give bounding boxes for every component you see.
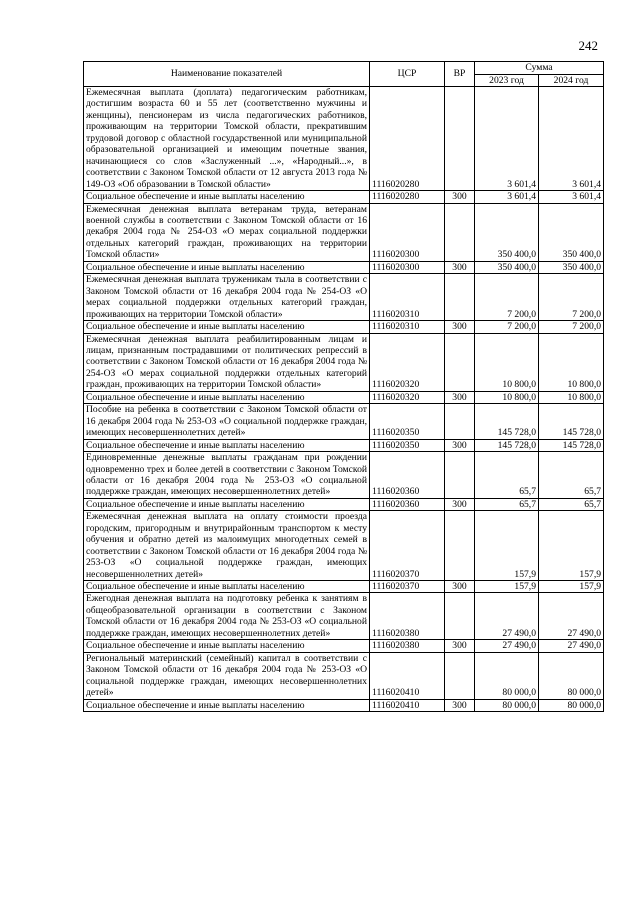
row-sum-2024: 350 400,0 xyxy=(539,203,604,261)
row-sum-2023: 65,7 xyxy=(475,452,539,499)
row-name: Ежемесячная денежная выплата ветеранам труда, ветеранам военной службы в соответствии с Законом Томской области от 16 декабря 2004 года № 254-ОЗ «О мерах социальной поддержки отдельных категорий граждан, проживающих на территории Томской области» xyxy=(84,203,370,261)
row-vr xyxy=(445,452,475,499)
table-row xyxy=(84,593,604,640)
row-name: Региональный материнский (семейный) капитал в соответствии с Законом Томской области от 16 декабря 2004 года № 253-ОЗ «О социальной поддержке граждан, имеющих несовершеннолетних детей» xyxy=(84,652,370,699)
budget-table xyxy=(83,61,604,712)
row-name: Пособие на ребенка в соответствии с Законом Томской области от 16 декабря 2004 года № 253-ОЗ «О социальной поддержке граждан, имеющих несовершеннолетних детей» xyxy=(84,404,370,439)
row-csr: 1116020360 xyxy=(370,498,445,510)
row-sum-2023: 3 601,4 xyxy=(475,87,539,191)
row-vr: 300 xyxy=(445,498,475,510)
row-csr: 1116020350 xyxy=(370,404,445,439)
table-header xyxy=(84,62,604,87)
row-sum-2024: 145 728,0 xyxy=(539,439,604,451)
table-row xyxy=(84,652,604,699)
row-csr: 1116020320 xyxy=(370,391,445,403)
row-vr: 300 xyxy=(445,391,475,403)
row-csr: 1116020380 xyxy=(370,593,445,640)
row-sum-2024: 10 800,0 xyxy=(539,333,604,391)
table-body xyxy=(84,87,604,712)
row-csr: 1116020410 xyxy=(370,699,445,711)
row-vr: 300 xyxy=(445,439,475,451)
row-sum-2023: 65,7 xyxy=(475,498,539,510)
row-vr xyxy=(445,203,475,261)
row-csr: 1116020410 xyxy=(370,652,445,699)
table-row xyxy=(84,511,604,581)
row-sum-2024: 27 490,0 xyxy=(539,593,604,640)
row-name: Социальное обеспечение и иные выплаты населению xyxy=(84,191,370,203)
row-sum-2023: 10 800,0 xyxy=(475,391,539,403)
header-vr: ВР xyxy=(445,62,475,87)
row-vr: 300 xyxy=(445,699,475,711)
row-sum-2024: 7 200,0 xyxy=(539,321,604,333)
row-sum-2024: 145 728,0 xyxy=(539,404,604,439)
row-sum-2024: 10 800,0 xyxy=(539,391,604,403)
header-sum: Сумма xyxy=(475,62,604,75)
row-sum-2023: 145 728,0 xyxy=(475,439,539,451)
row-vr: 300 xyxy=(445,191,475,203)
row-sum-2023: 80 000,0 xyxy=(475,699,539,711)
row-name: Социальное обеспечение и иные выплаты населению xyxy=(84,498,370,510)
row-name: Ежемесячная выплата (доплата) педагогическим работникам, достигшим возраста 60 и 55 лет (соответственно мужчины и женщины), пенсионерам из числа педагогических работников, проживающим на территории Томской области, прекратившим трудовой договор с областной государственной или муниципальной образовательной организацией и имеющим почетные звания, начинающиеся со слов «Заслуженный ...», «Народный...», в соответствии с Законом Томской области от 12 августа 2013 года № 149-ОЗ «Об образовании в Томской области» xyxy=(84,87,370,191)
row-csr: 1116020280 xyxy=(370,191,445,203)
row-sum-2023: 3 601,4 xyxy=(475,191,539,203)
row-csr: 1116020280 xyxy=(370,87,445,191)
row-sum-2023: 350 400,0 xyxy=(475,261,539,273)
row-vr xyxy=(445,511,475,581)
row-sum-2024: 80 000,0 xyxy=(539,699,604,711)
row-vr: 300 xyxy=(445,640,475,652)
row-sum-2023: 10 800,0 xyxy=(475,333,539,391)
row-sum-2024: 350 400,0 xyxy=(539,261,604,273)
row-sum-2024: 3 601,4 xyxy=(539,191,604,203)
table-row xyxy=(84,191,604,203)
row-name: Социальное обеспечение и иные выплаты населению xyxy=(84,321,370,333)
table-row xyxy=(84,439,604,451)
row-vr: 300 xyxy=(445,321,475,333)
row-vr xyxy=(445,404,475,439)
header-year-2024: 2024 год xyxy=(539,74,604,86)
row-name: Социальное обеспечение и иные выплаты населению xyxy=(84,699,370,711)
row-sum-2024: 157,9 xyxy=(539,511,604,581)
row-sum-2024: 157,9 xyxy=(539,581,604,593)
table-row xyxy=(84,640,604,652)
table-row xyxy=(84,452,604,499)
table-row xyxy=(84,391,604,403)
row-name: Социальное обеспечение и иные выплаты населению xyxy=(84,640,370,652)
row-name: Социальное обеспечение и иные выплаты населению xyxy=(84,581,370,593)
table-row xyxy=(84,404,604,439)
row-sum-2024: 80 000,0 xyxy=(539,652,604,699)
row-name: Ежемесячная денежная выплата реабилитированным лицам и лицам, признанным пострадавшими от политических репрессий в соответствии с Законом Томской области от 16 декабря 2004 года № 254-ОЗ «О мерах социальной поддержки отдельных категорий граждан, проживающих на территории Томской области» xyxy=(84,333,370,391)
row-sum-2024: 27 490,0 xyxy=(539,640,604,652)
row-vr xyxy=(445,274,475,321)
row-csr: 1116020320 xyxy=(370,333,445,391)
row-sum-2023: 145 728,0 xyxy=(475,404,539,439)
table-row xyxy=(84,203,604,261)
row-sum-2023: 157,9 xyxy=(475,511,539,581)
row-sum-2023: 80 000,0 xyxy=(475,652,539,699)
row-name: Ежемесячная денежная выплата труженикам тыла в соответствии с Законом Томской области от 16 декабря 2004 года № 254-ОЗ «О мерах социальной поддержки отдельных категорий граждан, проживающих на территории Томской области» xyxy=(84,274,370,321)
row-name: Ежемесячная денежная выплата на оплату стоимости проезда городским, пригородным и внутрирайонным транспортом к месту обучения и обратно детей из малоимущих многодетных семей в соответствии с Законом Томской области от 16 декабря 2004 года № 253-ОЗ «О социальной поддержке граждан, имеющих несовершеннолетних детей» xyxy=(84,511,370,581)
row-sum-2023: 27 490,0 xyxy=(475,593,539,640)
row-vr: 300 xyxy=(445,581,475,593)
row-sum-2023: 7 200,0 xyxy=(475,274,539,321)
table-row xyxy=(84,321,604,333)
table-row xyxy=(84,699,604,711)
row-name: Социальное обеспечение и иные выплаты населению xyxy=(84,439,370,451)
row-vr xyxy=(445,652,475,699)
page-number: 242 xyxy=(578,38,598,53)
row-csr: 1116020370 xyxy=(370,511,445,581)
row-vr: 300 xyxy=(445,261,475,273)
row-name: Социальное обеспечение и иные выплаты населению xyxy=(84,391,370,403)
row-sum-2023: 7 200,0 xyxy=(475,321,539,333)
row-csr: 1116020310 xyxy=(370,274,445,321)
table-row xyxy=(84,581,604,593)
row-sum-2023: 27 490,0 xyxy=(475,640,539,652)
header-name: Наименование показателей xyxy=(84,62,370,87)
row-csr: 1116020300 xyxy=(370,261,445,273)
table-row xyxy=(84,87,604,191)
row-name: Социальное обеспечение и иные выплаты населению xyxy=(84,261,370,273)
table-row xyxy=(84,261,604,273)
row-name: Единовременные денежные выплаты гражданам при рождении одновременно трех и более детей в соответствии с Законом Томской области от 16 декабря 2004 года № 253-ОЗ «О социальной поддержке граждан, имеющих несовершеннолетних детей» xyxy=(84,452,370,499)
row-sum-2024: 65,7 xyxy=(539,498,604,510)
table-row xyxy=(84,498,604,510)
table-row xyxy=(84,274,604,321)
row-csr: 1116020310 xyxy=(370,321,445,333)
row-sum-2024: 3 601,4 xyxy=(539,87,604,191)
header-csr: ЦСР xyxy=(370,62,445,87)
row-vr xyxy=(445,593,475,640)
row-csr: 1116020350 xyxy=(370,439,445,451)
row-csr: 1116020300 xyxy=(370,203,445,261)
table-row xyxy=(84,333,604,391)
row-name: Ежегодная денежная выплата на подготовку ребенка к занятиям в общеобразовательной организации в соответствии с Законом Томской области от 16 декабря 2004 года № 253-ОЗ «О социальной поддержке граждан, имеющих несовершеннолетних детей» xyxy=(84,593,370,640)
row-vr xyxy=(445,333,475,391)
row-sum-2023: 157,9 xyxy=(475,581,539,593)
row-sum-2024: 65,7 xyxy=(539,452,604,499)
header-year-2023: 2023 год xyxy=(475,74,539,86)
row-csr: 1116020370 xyxy=(370,581,445,593)
row-csr: 1116020360 xyxy=(370,452,445,499)
row-sum-2024: 7 200,0 xyxy=(539,274,604,321)
row-csr: 1116020380 xyxy=(370,640,445,652)
row-sum-2023: 350 400,0 xyxy=(475,203,539,261)
row-vr xyxy=(445,87,475,191)
